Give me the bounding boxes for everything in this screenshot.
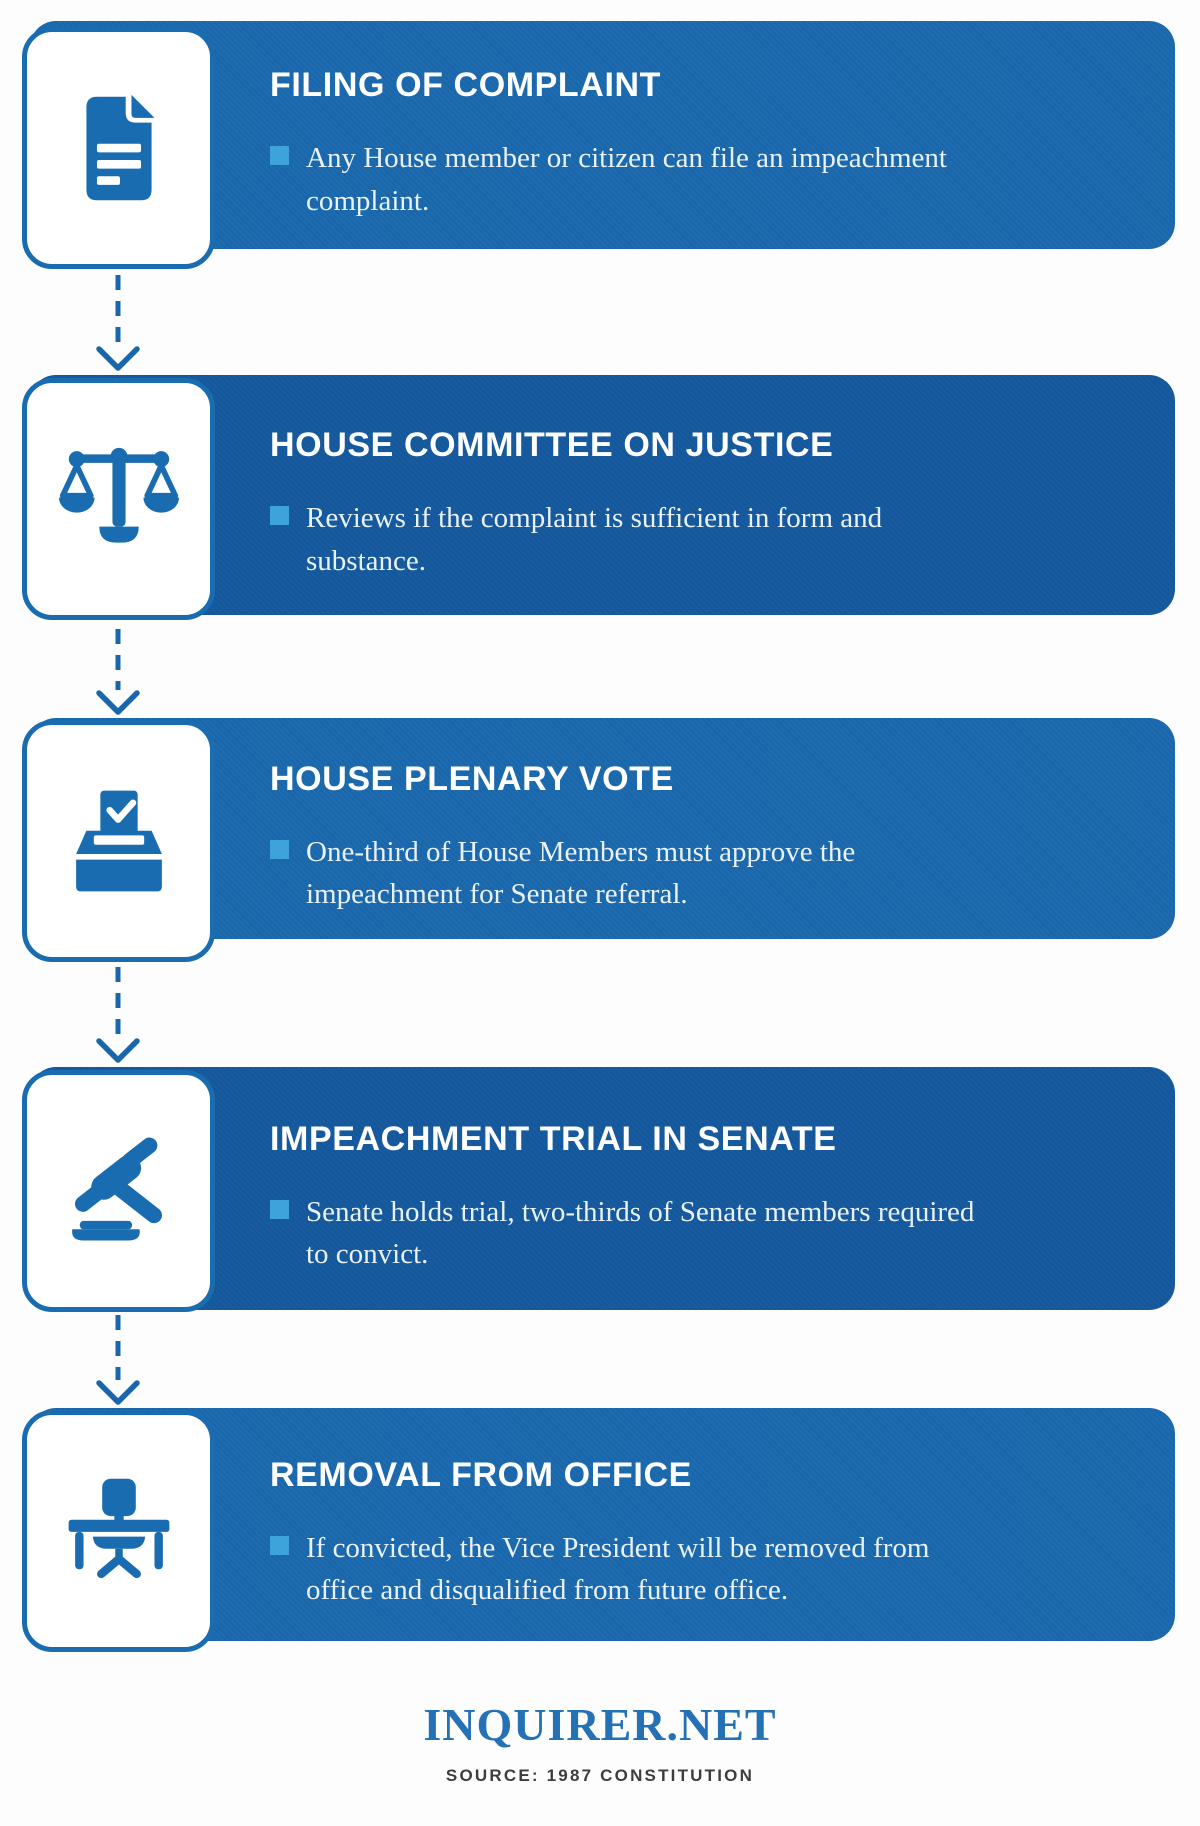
bullet-square-icon [270, 146, 289, 165]
icon-card-removal [22, 1410, 215, 1652]
flow-arrow-down-icon [88, 1312, 148, 1408]
step-title: FILING OF COMPLAINT [270, 66, 662, 105]
flow-arrow-down-icon [88, 272, 148, 374]
document-icon [71, 91, 167, 206]
ballot-box-icon [63, 786, 175, 896]
step-title: REMOVAL FROM OFFICE [270, 1455, 692, 1494]
footer [0, 1698, 1200, 1786]
step-description: Senate holds trial, two-thirds of Senate members required to convict. [306, 1195, 975, 1270]
step-title: HOUSE PLENARY VOTE [270, 759, 674, 798]
step-title: IMPEACHMENT TRIAL IN SENATE [270, 1119, 837, 1158]
icon-card-senate-trial [22, 1070, 215, 1312]
step-description: One-third of House Members must approve the impeachment for Senate referral. [306, 835, 856, 910]
step-bullet-row [270, 497, 1015, 581]
bullet-square-icon [270, 1536, 289, 1555]
flow-arrow-down-icon [88, 626, 148, 718]
inquirer-net-logo: INQUIRER.NET [423, 1699, 777, 1750]
icon-card-plenary-vote [22, 720, 215, 962]
bullet-square-icon [270, 1200, 289, 1219]
step-description: Reviews if the complaint is sufficient in form and substance. [306, 502, 883, 577]
gavel-icon [63, 1135, 175, 1247]
step-bullet-row [270, 1191, 1015, 1275]
step-title: HOUSE COMMITTEE ON JUSTICE [270, 426, 834, 465]
step-bullet-row [270, 137, 1015, 221]
flow-arrow-down-icon [88, 964, 148, 1066]
step-description: If convicted, the Vice President will be removed from office and disqualified from future office. [306, 1531, 930, 1606]
step-bullet-row [270, 831, 1015, 915]
bullet-square-icon [270, 506, 289, 525]
scales-of-justice-icon [58, 445, 180, 553]
source-attribution-text: SOURCE: 1987 CONSTITUTION [445, 1766, 755, 1785]
step-bullet-row [270, 1527, 1015, 1611]
icon-card-committee [22, 378, 215, 620]
bullet-square-icon [270, 840, 289, 859]
office-desk-icon [63, 1476, 175, 1586]
step-description: Any House member or citizen can file an impeachment complaint. [306, 142, 947, 217]
icon-card-filing [22, 27, 215, 269]
